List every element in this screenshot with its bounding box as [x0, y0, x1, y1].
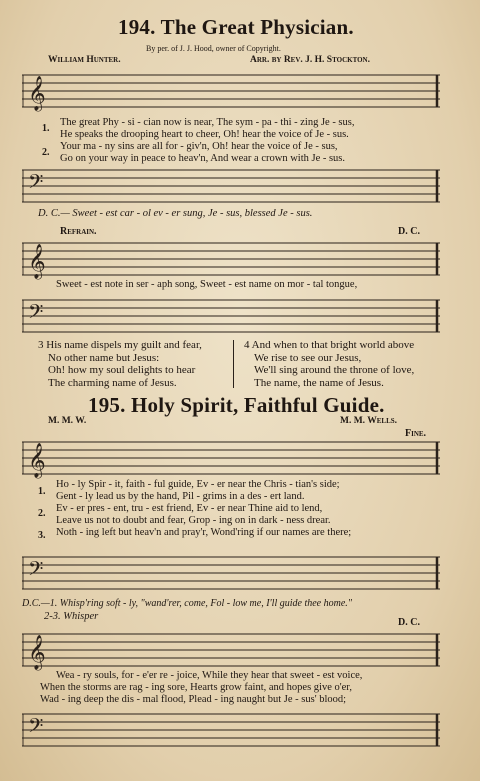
dc-sub-195: 2-3. Whisper: [44, 611, 99, 622]
lyric-line: Leave us not to doubt and fear, Grop - ing on in dark - ness drear.: [56, 515, 331, 526]
lyric-line: Go on your way in peace to heav'n, And wear a crown with Je - sus.: [60, 153, 346, 164]
verse-line: We'll sing around the throne of love,: [254, 364, 415, 377]
hymn-195-title: 195. Holy Spirit, Faithful Guide.: [88, 393, 385, 417]
svg-text:𝄞: 𝄞: [28, 77, 46, 110]
dc-line-195: D.C.—1. Whisp'ring soft - ly, "wand'rer, come, Fol - low me, I'll guide thee home.": [22, 598, 352, 609]
bass-staff-195: [22, 553, 442, 593]
verse-line: 3 His name dispels my guilt and fear,: [38, 339, 202, 351]
lyric-line: Ev - er pres - ent, tru - est friend, Ev - er near Thine aid to lend,: [56, 503, 323, 514]
hymn-194-title: 194. The Great Physician.: [118, 15, 354, 39]
lyric-line: Wea - ry souls, for - e'er re - joice, While they hear that sweet - est voice,: [56, 670, 363, 681]
lyric-line: Wad - ing deep the dis - mal flood, Plead - ing naught but Je - sus' blood;: [40, 694, 347, 705]
verse-line: The charming name of Jesus.: [48, 376, 177, 389]
verse-4: [244, 339, 414, 389]
svg-text:𝄢: 𝄢: [28, 172, 44, 198]
refrain-bass-staff: [22, 296, 442, 336]
verse-number: 2.: [42, 147, 50, 158]
author-credit: William Hunter.: [48, 55, 121, 65]
lyric-line: Noth - ing left but heav'n and pray'r, Wond'ring if our names are there;: [56, 527, 352, 538]
refrain-treble-staff: [22, 241, 442, 281]
bass-staff-194: [22, 166, 442, 206]
verse-line: The name, the name of Jesus.: [254, 376, 384, 389]
copyright-permission: By per. of J. J. Hood, owner of Copyright.: [146, 44, 281, 53]
svg-text:𝄞: 𝄞: [28, 444, 46, 477]
dc-line-194: D. C.— Sweet - est car - ol ev - er sung, Je - sus, blessed Je - sus.: [38, 208, 313, 219]
svg-text:𝄢: 𝄢: [28, 302, 44, 328]
svg-text:𝄢: 𝄢: [28, 716, 44, 742]
treble-staff-195: [22, 440, 442, 480]
refrain-lyric: Sweet - est note in ser - aph song, Sweet - est name on mor - tal tongue,: [56, 279, 358, 290]
svg-text:𝄞: 𝄞: [28, 636, 46, 669]
verse-number: 1.: [42, 123, 50, 134]
lyric-line: He speaks the drooping heart to cheer, Oh! hear the voice of Je - sus.: [60, 129, 349, 140]
composer-credit: M. M. Wells.: [340, 416, 398, 426]
verse-3: [38, 339, 202, 389]
lyric-line: Ho - ly Spir - it, faith - ful guide, Ev - er near the Chris - tian's side;: [56, 479, 340, 490]
author-credit: M. M. W.: [48, 416, 87, 426]
verse-divider: [233, 340, 234, 388]
verse-line: 4 And when to that bright world above: [244, 339, 415, 351]
refrain-label: Refrain.: [60, 226, 97, 237]
lyric-line: The great Phy - si - cian now is near, The sym - pa - thi - zing Je - sus,: [60, 117, 355, 128]
second-bass-staff-195: [22, 710, 442, 750]
verse-line: Oh! how my soul delights to hear: [48, 364, 196, 377]
verse-number: 1.: [38, 486, 46, 497]
arranger-credit: Arr. by Rev. J. H. Stockton.: [250, 55, 370, 65]
fine-mark: Fine.: [405, 428, 427, 439]
lyric-line: Your ma - ny sins are all for - giv'n, Oh! hear the voice of Je - sus,: [60, 141, 338, 152]
svg-text:𝄞: 𝄞: [28, 245, 46, 278]
treble-staff-194: [22, 73, 442, 113]
verse-line: No other name but Jesus:: [48, 351, 160, 364]
dc-mark: D. C.: [398, 226, 420, 237]
lyric-line: Gent - ly lead us by the hand, Pil - grims in a des - ert land.: [56, 491, 305, 502]
verse-line: We rise to see our Jesus,: [254, 351, 362, 364]
verse-number: 3.: [38, 530, 46, 541]
dc-mark: D. C.: [398, 617, 420, 628]
verse-number: 2.: [38, 508, 46, 519]
second-treble-staff-195: [22, 632, 442, 672]
svg-text:𝄢: 𝄢: [28, 559, 44, 585]
lyric-line: When the storms are rag - ing sore, Hearts grow faint, and hopes give o'er,: [40, 682, 352, 693]
